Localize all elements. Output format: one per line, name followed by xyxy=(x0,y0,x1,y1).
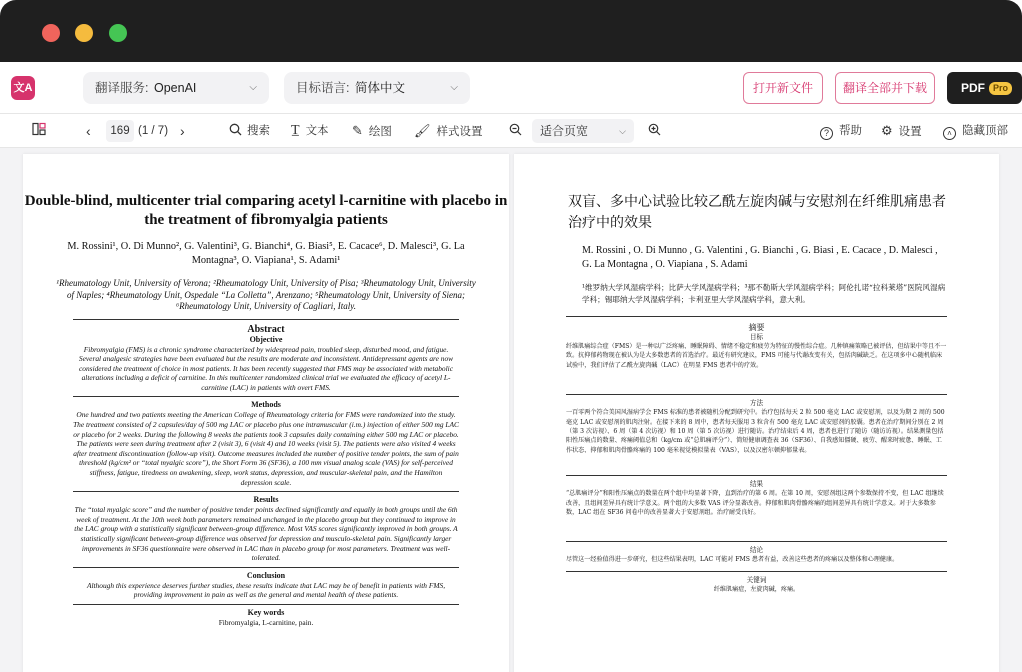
hide-top-label: 隐藏顶部 xyxy=(962,125,1008,137)
original-conclusion-text: Although this experience deserves further studies, these results indicate that LAC may be of benefit in patients with FMS, providing improvement in pain as well as the general and mental health of these patients. xyxy=(86,580,446,600)
top-toolbar xyxy=(0,62,1022,114)
translated-authors: M. Rossini , O. Di Munno , G. Valentini , G. Bianchi , G. Biasi , E. Cacace , D. Malesci , G. La Montagna , O. Viapiana , S. Adami xyxy=(582,245,938,270)
chevron-right-icon: › xyxy=(180,123,185,139)
original-abstract-heading: Abstract xyxy=(247,323,285,335)
original-keywords-heading: Key words xyxy=(247,607,285,617)
zoom-select[interactable] xyxy=(532,119,634,143)
original-results-heading: Results xyxy=(253,495,279,505)
original-objective-text: Fibromyalgia (FMS) is a chronic syndrome characterized by widespread pain, troubled sleep, disturbed mood, and fatigue. Several analgesic strategies have been evaluated but the results are moderate and inconsistent. Antidepressant agents are now considered the treatment of choice in most patients. It has been recently suggested that FMS may be associated with metabolic alterations including a deficit of carnitine. In this multicenter randomized clinical trial we evaluated the efficacy of acetyl L-carnitine (LAC) in patients with overt FMS. xyxy=(78,344,454,392)
original-objective-heading: Objective xyxy=(249,334,283,344)
translate-service-value: OpenAI xyxy=(154,81,197,95)
document-area xyxy=(0,148,1022,672)
translated-title: 双盲、多中心试验比较乙酰左旋肉碱与安慰剂在纤维肌痛患者治疗中的效果 xyxy=(568,194,946,231)
search-label: 搜索 xyxy=(247,125,270,137)
translated-keywords-text: 纤维肌痛症，左旋肉碱，疼痛。 xyxy=(713,585,800,593)
divider xyxy=(73,491,459,492)
search-button[interactable] xyxy=(229,114,270,148)
style-settings-button[interactable] xyxy=(414,114,483,148)
translated-affiliations: ¹维罗纳大学风湿病学科；比萨大学风湿病学科；³那不勒斯大学风湿病学科；阿伦扎诺“拉科莱塔”医院风湿病学科；锡耶纳大学风湿病学科；卡利亚里大学风湿病学科，意大利。 xyxy=(582,283,946,304)
chevron-down-icon: ⌵ xyxy=(619,126,626,136)
hide-top-button[interactable] xyxy=(943,114,1008,148)
sidebar-icon xyxy=(32,122,46,136)
app-logo: 文A xyxy=(11,76,35,100)
original-methods-heading: Methods xyxy=(251,400,281,410)
draw-tool-button[interactable] xyxy=(352,114,392,148)
divider xyxy=(73,567,459,568)
target-language-label: 目标语言: xyxy=(296,81,350,95)
translated-abstract-heading: 摘要 xyxy=(748,323,765,332)
divider xyxy=(73,396,459,397)
close-window-button[interactable] xyxy=(42,24,60,42)
translated-objective-text: 纤维肌痛综合症（FMS）是一种以广泛疼痛、睡眠障碍、情绪不稳定和疲劳为特征的慢性综合症。几种镇痛策略已被评估，但结果中等且不一致。抗抑郁药物现在被认为是大多数患者的首选治疗。最近有研究建议，FMS 可能与代谢改变有关，包括肉碱缺乏。在这项多中心随机临床试验中，我们评估了乙酰左旋肉碱（LAC）在明显 FMS 患者中的疗效。 xyxy=(566,343,947,369)
divider xyxy=(566,571,947,572)
search-icon xyxy=(229,123,242,136)
original-title: Double-blind, multicenter trial comparing acetyl l-carnitine with placebo in the treatment of fibromyalgia patients xyxy=(24,193,508,228)
target-language-value: 简体中文 xyxy=(355,81,406,95)
minimize-window-button[interactable] xyxy=(75,24,93,42)
chevron-down-icon: ⌵ xyxy=(249,82,257,93)
pen-icon: ✎ xyxy=(352,123,363,138)
next-page-button[interactable] xyxy=(180,114,185,148)
translated-conclusion-heading: 结论 xyxy=(749,546,764,555)
original-page[interactable] xyxy=(23,154,509,672)
translated-conclusion-text: 尽管这一经验值得进一步研究，但这些结果表明，LAC 可能对 FMS 患者有益，改善这些患者的疼痛以及整体和心理健康。 xyxy=(566,556,899,564)
text-label: 文本 xyxy=(305,125,329,137)
style-settings-label: 样式设置 xyxy=(436,126,483,138)
translate-service-select[interactable] xyxy=(83,72,269,104)
original-authors: M. Rossini¹, O. Di Munno², G. Valentini³, G. Bianchi⁴, G. Biasi⁵, E. Cacace⁶, D. Malesci³, G. La Montagna³, O. Viapiana¹, S. Adami¹ xyxy=(67,241,465,266)
page-number-input[interactable]: 169 xyxy=(106,120,134,142)
zoom-value: 适合页宽 xyxy=(540,124,589,138)
original-results-text: The “total myalgic score” and the number of positive tender points declined significantly and equally in both groups until the 6th week of treatment. At the 10th week both parameters remained unchanged in the placebo group but they continued to improve in the LAC group with a statistically significant between-group difference. Most VAS scores significantly improved in both groups. A statistically significant between-group difference was observed for depression and musculo-skeletal pain. Significantly larger improvements in SF36 questionnaire were observed in LAC than in placebo group for most parameters. Treatment was well-tolerated. xyxy=(74,505,458,563)
chevron-left-icon: ‹ xyxy=(86,123,91,139)
zoom-out-icon xyxy=(509,123,522,136)
text-icon: T̲ xyxy=(291,123,300,138)
translate-service-label: 翻译服务: xyxy=(95,81,149,95)
sidebar-toggle-button[interactable] xyxy=(32,114,46,148)
help-icon: ? xyxy=(820,127,833,140)
translated-results-text: “总肌痛评分”和阳性压痛点的数量在两个组中均显著下降，直到治疗的第 6 周。在第 10 周，安慰剂组这两个参数保持不变，但 LAC 组继续改善，且组间差异具有统计学意义。两个组的大多数 VAS 评分显著改善。抑郁和肌肉骨骼疼痛的组间差异具有统计学意义。对于大多数参数，LAC 组在 SF36 问卷中的改善显著大于安慰剂组。治疗耐受良好。 xyxy=(566,490,944,517)
divider xyxy=(73,604,459,605)
text-tool-button[interactable] xyxy=(291,114,329,148)
draw-label: 绘图 xyxy=(368,126,392,138)
help-button[interactable] xyxy=(820,114,862,148)
pro-badge: Pro xyxy=(989,82,1012,95)
original-conclusion-heading: Conclusion xyxy=(246,570,286,580)
settings-label: 设置 xyxy=(898,126,922,138)
translated-page[interactable] xyxy=(514,154,999,672)
translated-results-heading: 结果 xyxy=(749,480,764,489)
divider xyxy=(73,319,459,320)
translate-all-download-button[interactable]: 翻译全部并下载 xyxy=(835,72,935,104)
brush-icon: 🖌 xyxy=(414,123,431,138)
original-methods-text: One hundred and two patients meeting the American College of Rheumatology criteria for FMS were randomized into the study. The treatment consisted of 2 capsules/day of 500 mg LAC or placebo plus one intramuscular (i.m.) injection of either 500 mg LAC or placebo for 2 weeks. During the following 8 weeks the patients took 3 capsules daily containing either 500 mg LAC or placebo. The patients were seen during treatment after 2 (visit 3), 6 (visit 4) and 10 weeks (visit 5). The patients were also visited 4 weeks after treatment discontinuation (follow-up visit). Outcome measures included the number of positive tender points, the sum of pain threshold (kg/cm² or “total myalgic score”), the Short Form 36 (SF36), a 100 mm visual analog scale (VAS) for self-perceived stiffness, fatigue, tiredness on awakening, sleep, work status, depression, and muscular-skeletal pain, and the Hamilton depression scale. xyxy=(73,410,459,487)
zoom-in-button[interactable] xyxy=(648,114,661,148)
settings-button[interactable] xyxy=(881,114,922,148)
divider xyxy=(566,475,947,476)
divider xyxy=(566,541,947,542)
help-label: 帮助 xyxy=(839,125,862,137)
divider xyxy=(566,394,947,395)
zoom-window-button[interactable] xyxy=(109,24,127,42)
translated-objective-heading: 目标 xyxy=(749,333,764,341)
original-keywords-text: Fibromyalgia, L-carnitine, pain. xyxy=(218,617,314,627)
viewer-toolbar xyxy=(0,114,1022,148)
translated-methods-heading: 方法 xyxy=(749,399,764,408)
gear-icon: ⚙ xyxy=(881,123,893,138)
translated-methods-text: 一百零两个符合美国风湿病学会 FMS 标准的患者被随机分配到研究中。治疗包括每天 2 粒 500 毫克 LAC 或安慰剂，以及为期 2 周的 500 毫克 LAC 或安慰剂的肌肉注射。在接下来的 8 周中，患者每天服用 3 粒含有 500 毫克 LAC 或安慰剂的胶囊。患者在治疗期间分别在 2 周（第 3 次访视）、6 周（第 4 次访视）和 10 周（第 5 次访视）进行随访。治疗结束后 4 周，患者也进行了随访（随访访视）。结果测量包括阳性压痛点的数量、疼痛阈值总和（kg/cm 或“总肌痛评分”）、简短健康调查表 36（SF36）、自我感知僵硬、疲劳、醒来时疲惫、睡眠、工作状态、抑郁和肌肉骨骼疼痛的 100 毫米视觉模拟量表（VAS），以及汉密尔顿抑郁量表。 xyxy=(566,409,945,454)
target-language-select[interactable] xyxy=(284,72,470,104)
zoom-out-button[interactable] xyxy=(509,114,522,148)
previous-page-button[interactable] xyxy=(86,114,91,148)
pdf-pro-button[interactable] xyxy=(947,72,1022,104)
open-new-file-button[interactable]: 打开新文件 xyxy=(743,72,823,104)
pdf-label: PDF xyxy=(961,81,985,95)
divider xyxy=(566,316,947,317)
collapse-up-icon: ˄ xyxy=(943,127,956,140)
chevron-down-icon: ⌵ xyxy=(450,82,458,93)
original-affiliations: ¹Rheumatology Unit, University of Verona; ²Rheumatology Unit, University of Pisa; ³Rheumatology Unit, University of Naples; ⁴Rheumatology Unit, Ospedale “La Colletta”, Arenzano; ⁵Rheumatology Unit, University of Siena; ⁶Rheumatology Unit, University of Cagliari, Italy. xyxy=(56,278,476,311)
zoom-in-icon xyxy=(648,123,661,136)
page-count: (1 / 7) xyxy=(138,125,169,137)
title-bar xyxy=(0,0,1022,62)
translated-keywords-heading: 关键词 xyxy=(746,575,767,584)
